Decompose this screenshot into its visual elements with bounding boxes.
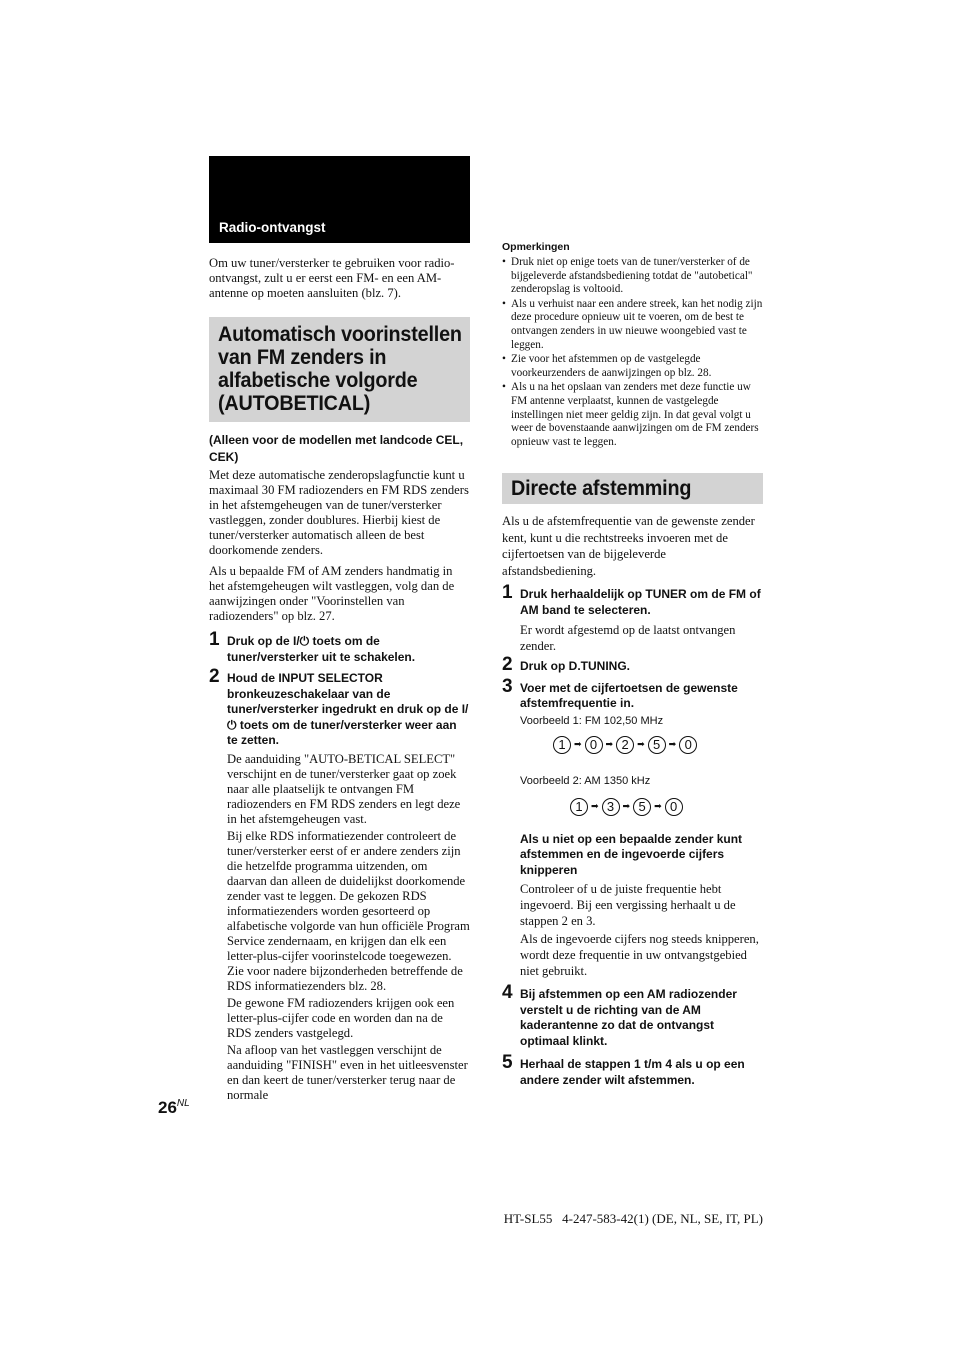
step-number: 4 (502, 982, 513, 1003)
step-number: 2 (502, 654, 513, 675)
autobetical-title: Automatisch voorinstellen van FM zenders in alfabetische volgorde (AUTOBETICAL) (218, 322, 462, 415)
direct-title-box (502, 473, 763, 504)
direct-intro: Als u de afstemfrequentie van de gewenste zender kent, kunt u die rechtstreeks invoeren met de cijfertoetsen van de bijgeleverde afstandsbediening. (502, 514, 755, 578)
autobetical-step-1 (209, 629, 470, 665)
note-item: • Als u na het opslaan van zenders met deze functie uw FM antenne verplaatst, kunnen de vastgelegde instellingen niet meer geldig zijn. In dat geval volgt u weer de bovenstaande aanwijzingen om de FM zenders opnieuw vast te leggen. (502, 381, 763, 449)
model-note: (Alleen voor de modellen met landcode CEL, CEK) (209, 433, 464, 464)
step-paragraph: De aanduiding "AUTO-BETICAL SELECT" verschijnt en de tuner/versterker gaat op zoek naar alle plaatselijk te ontvangen FM radiozenders en FM RDS zenders en legt deze in het afstemgeheugen vast. (227, 751, 461, 826)
arrow-icon: ➡ (605, 739, 614, 750)
step-paragraph: De gewone FM radiozenders krijgen ook een letter-plus-cijfer code en worden dan na de RDS zenders vastgelegd. (227, 995, 455, 1040)
intro-paragraph: Om uw tuner/versterker te gebruiken voor radio-ontvangst, zult u er eerst een FM- en een AM-antenne op moeten aansluiten (blz. 7). (209, 256, 455, 300)
digit-key: 0 (679, 736, 697, 754)
digit-key: 3 (602, 798, 620, 816)
autobetical-paragraph: Als u bepaalde FM of AM zenders handmatig in het afstemgeheugen wilt vastleggen, volg dan de aanwijzingen onder "Voorinstellen van radiozenders" op blz. 27. (209, 564, 455, 623)
direct-steps (502, 582, 763, 1088)
example-2-label: Voorbeeld 2: AM 1350 kHz (520, 774, 651, 787)
blink-paragraph: Als de ingevoerde cijfers nog steeds knipperen, wordt deze frequentie in uw ontvangstgebied niet gebruikt. (520, 932, 759, 978)
footer-code: HT-SL55 4-247-583-42(1) (DE, NL, SE, IT, PL) (503, 1211, 763, 1226)
direct-step-1 (502, 582, 763, 654)
autobetical-title-box (209, 317, 470, 422)
step-number: 5 (502, 1052, 513, 1073)
digit-key: 5 (648, 736, 666, 754)
arrow-icon: ➡ (574, 739, 582, 750)
example-1-keys (553, 736, 763, 754)
blink-heading: Als u niet op een bepaalde zender kunt afstemmen en de ingevoerde cijfers knipperen (520, 831, 743, 877)
notes-list (502, 256, 763, 449)
step-paragraph: Na afloop van het vastleggen verschijnt de aanduiding "FINISH" even in het uitleesvenster en dan keert de tuner/versterker terug naar de normale (227, 1042, 468, 1102)
step-heading: Druk herhaaldelijk op TUNER om de FM of AM band te selecteren. (520, 587, 761, 617)
step-number: 1 (502, 582, 513, 603)
step-heading: Voer met de cijfertoetsen de gewenste afstemfrequentie in. (520, 680, 738, 710)
arrow-icon: ➡ (637, 739, 645, 750)
step-heading: Herhaal de stappen 1 t/m 4 als u op een andere zender wilt afstemmen. (520, 1057, 745, 1087)
notes-block (502, 241, 763, 450)
page-number-value: 26 (158, 1098, 177, 1117)
step-heading: Bij afstemmen op een AM radiozender verstelt u de richting van de AM kaderantenne zo dat de ontvangst optimaal klinkt. (520, 987, 737, 1048)
digit-key: 1 (553, 736, 571, 754)
digit-key: 5 (633, 798, 651, 816)
section-label: Radio-ontvangst (219, 220, 326, 235)
note-item: • Als u verhuist naar een andere streek, kan het nodig zijn deze procedure opnieuw uit te voeren, om de best te ontvangen zenders in uw nieuwe woongebied vast te leggen. (502, 298, 763, 352)
direct-step-2 (502, 654, 763, 675)
digit-key: 0 (665, 798, 683, 816)
direct-step-4 (502, 982, 763, 1049)
direct-step-3 (502, 675, 763, 980)
step-heading: Houd de INPUT SELECTOR bronkeuzeschakelaar van de tuner/versterker ingedrukt en druk op de I/⏻ toets om de tuner/versterker weer aan te zetten. (227, 671, 469, 747)
blink-paragraph: Controleer of u de juiste frequentie hebt ingevoerd. Bij een vergissing herhaalt u de stappen 2 en 3. (520, 882, 736, 928)
direct-title: Directe afstemming (511, 476, 692, 500)
autobetical-body (209, 468, 470, 1109)
arrow-icon: ➡ (622, 801, 631, 812)
notes-title: Opmerkingen (502, 241, 570, 253)
step-paragraph: Bij elke RDS informatiezender controleert de tuner/versterker eerst of er andere zenders zijn die hetzelfde programma uitzenden, om daarvan dan alleen de duidelijkst doorkomende zender vast te leggen. De gekozen RDS informatiezenders worden gesorteerd op alfabetische volgorde van hun officiële Program Service zendernaam, en krijgen dan elk een letter-plus-cijfer voorinstelcode toegewezen. Zie voor nadere bijzonderheden betreffende de RDS informatiezenders blz. 28. (227, 828, 470, 993)
digit-key: 2 (616, 736, 634, 754)
note-item: • Druk niet op enige toets van de tuner/versterker of de bijgeleverde afstandsbediening totdat de "autobetical" zenderopslag is voltooid. (502, 256, 763, 297)
direct-step-5 (502, 1052, 763, 1088)
note-item: • Zie voor het afstemmen op de vastgelegde voorkeurzenders de aanwijzingen op blz. 28. (502, 353, 763, 380)
step-number: 3 (502, 675, 513, 697)
step-number: 1 (209, 629, 220, 650)
arrow-icon: ➡ (654, 801, 662, 812)
step-heading: Druk op D.TUNING. (520, 659, 630, 673)
autobetical-paragraph: Met deze automatische zenderopslagfunctie kunt u maximaal 30 FM radiozenders en FM RDS zenders in het afstemgeheugen van de tuner/versterker vastleggen, zonder doublures. Hierbij kiest de tuner/versterker automatisch alleen de best doorkomende zenders. (209, 468, 469, 557)
arrow-icon: ➡ (668, 739, 677, 750)
page-number-suffix: NL (176, 1098, 190, 1109)
step-heading: Druk op de I/⏻ toets om de tuner/versterker uit te schakelen. (227, 634, 416, 664)
autobetical-step-2 (209, 666, 470, 1103)
arrow-icon: ➡ (591, 801, 599, 812)
step-text: Er wordt afgestemd op de laatst ontvangen zender. (520, 623, 736, 653)
page-number (158, 1098, 190, 1118)
section-header (209, 156, 470, 243)
example-2-keys (570, 798, 763, 816)
digit-key: 1 (570, 798, 588, 816)
example-1-label: Voorbeeld 1: FM 102,50 MHz (520, 714, 664, 727)
digit-key: 0 (585, 736, 603, 754)
step-number: 2 (209, 666, 220, 687)
